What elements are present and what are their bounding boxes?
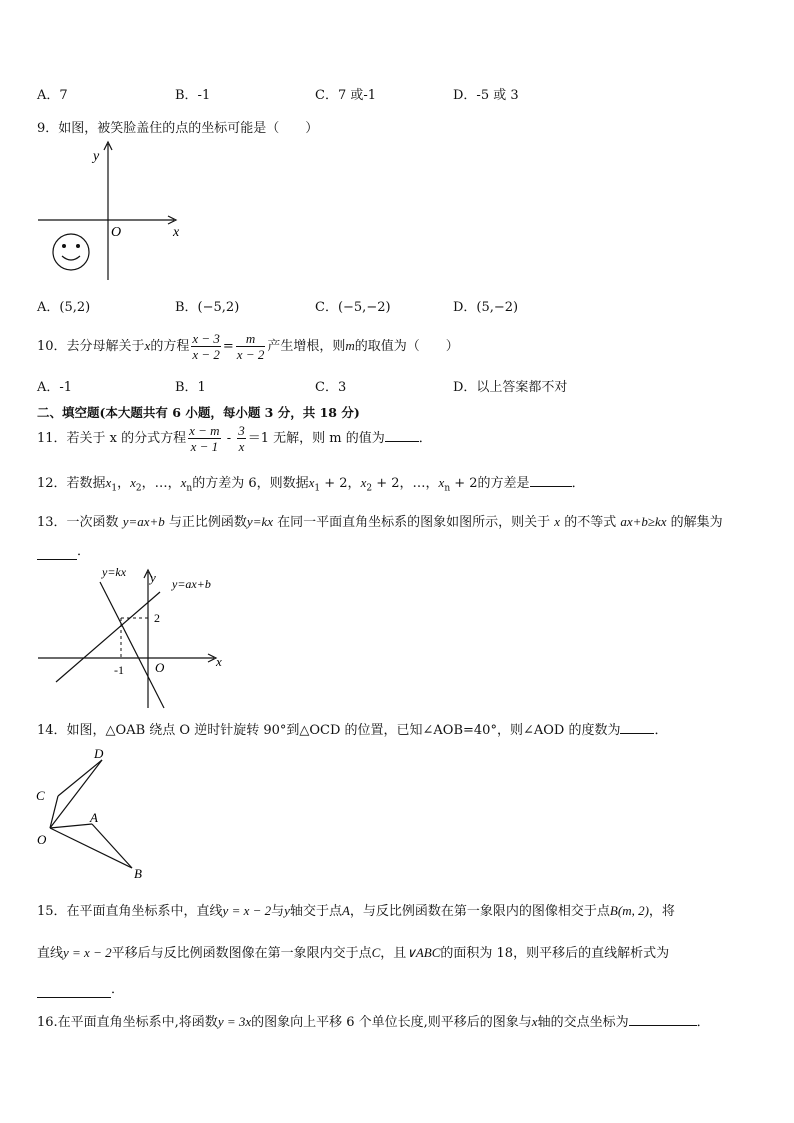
q9-option-d: D．(5,−2) [453, 300, 519, 315]
q10-option-a: A．-1 [37, 380, 73, 395]
q10-option-c: C．3 [315, 380, 347, 395]
q15-answer-blank[interactable] [37, 982, 111, 998]
q11-stem: 11．若关于 x 的分式方程 $\frac{x - m}{x - 1}$ - $\frac{3}{x}$ ＝1 无解，则 m 的值为 ． [37, 423, 432, 454]
q13-label-axb: y=ax+b [172, 577, 211, 591]
q14-figure [34, 744, 154, 884]
q10-option-d: D．以上答案都不对 [453, 380, 568, 395]
q15-line1: 15．在平面直角坐标系中，直线y = x − 2与y轴交于点A，与反比例函数在第一象限内的图像相交于点B(m, 2)，将 [37, 903, 675, 919]
q9-x-label: x [173, 225, 180, 240]
q13-stem: 13．一次函数 y=ax+b 与正比例函数y=kx 在同一平面直角坐标系的图象如图所示，则关于 x 的不等式 ax+b≥kx 的解集为 [37, 514, 723, 530]
q9-option-a: A．(5,2) [37, 300, 91, 315]
q13-origin-label: O [155, 660, 165, 675]
q12-stem: 12．若数据$x_1$，$x_2$，…，$x_n$的方差为 6，则数据$x_1 + 2$，$x_2 + 2$，…，$x_n + 2$的方差是 ． [37, 475, 585, 494]
q9-origin-label: O [111, 225, 122, 240]
q9-y-label: y [93, 149, 100, 164]
q15-line3: ． [37, 978, 124, 998]
q11-answer-blank[interactable] [385, 441, 419, 442]
q16-answer-blank[interactable] [629, 1025, 697, 1026]
q13-x-label: x [216, 654, 222, 669]
q10-option-b: B．1 [175, 380, 206, 395]
q14-label-o: O [37, 832, 47, 847]
q12-answer-blank[interactable] [530, 486, 572, 487]
q14-label-a: A [90, 810, 98, 825]
q14-stem: 14．如图，△OAB 绕点 O 逆时针旋转 90°到△OCD 的位置，已知∠AOB=40°，则∠AOD 的度数为 ． [37, 723, 668, 738]
q13-figure [36, 562, 236, 712]
q14-label-c: C [36, 788, 45, 803]
q13-y-label: y [150, 570, 156, 585]
q15-line2: 直线y = x − 2平移后与反比例函数图像在第一象限内交于点C，且∨ABC的面积为 18，则平移后的直线解析式为 [37, 945, 670, 961]
q14-label-d: D [94, 746, 104, 761]
q9-option-c: C．(−5,−2) [315, 300, 391, 315]
q10-stem: 10．去分母解关于x的方程 $\frac{x - 3}{x - 2}$ = $\frac{m}{x - 2}$ 产生增根，则m的取值为（ ） [37, 331, 459, 362]
q8-option-c: C．7 或-1 [315, 88, 377, 103]
q8-option-d: D．-5 或 3 [453, 88, 519, 103]
q13-tick-neg1: -1 [114, 663, 124, 677]
smiley-face-icon [53, 234, 89, 270]
q8-option-b: B．-1 [175, 88, 211, 103]
q9-stem: 9．如图，被笑脸盖住的点的坐标可能是（ ） [37, 121, 319, 136]
q13-answer-blank[interactable] [37, 544, 77, 560]
q9-option-b: B．(−5,2) [175, 300, 240, 315]
line-y-kx [100, 582, 164, 708]
q9-figure [36, 140, 186, 285]
q13-tick-2: 2 [154, 611, 160, 625]
q13-answer-line: ． [37, 540, 90, 560]
q13-label-kx: y=kx [102, 565, 127, 579]
q8-option-a: A．7 [37, 88, 68, 103]
q14-answer-blank[interactable] [620, 733, 654, 734]
section-2-title: 二、填空题(本大题共有 6 小题，每小题 3 分，共 18 分) [37, 405, 360, 420]
q14-label-b: B [134, 866, 142, 881]
q16-stem: 16.在平面直角坐标系中,将函数y = 3x的图象向上平移 6 个单位长度,则平移后的图象与x轴的交点坐标为 ． [37, 1014, 710, 1030]
